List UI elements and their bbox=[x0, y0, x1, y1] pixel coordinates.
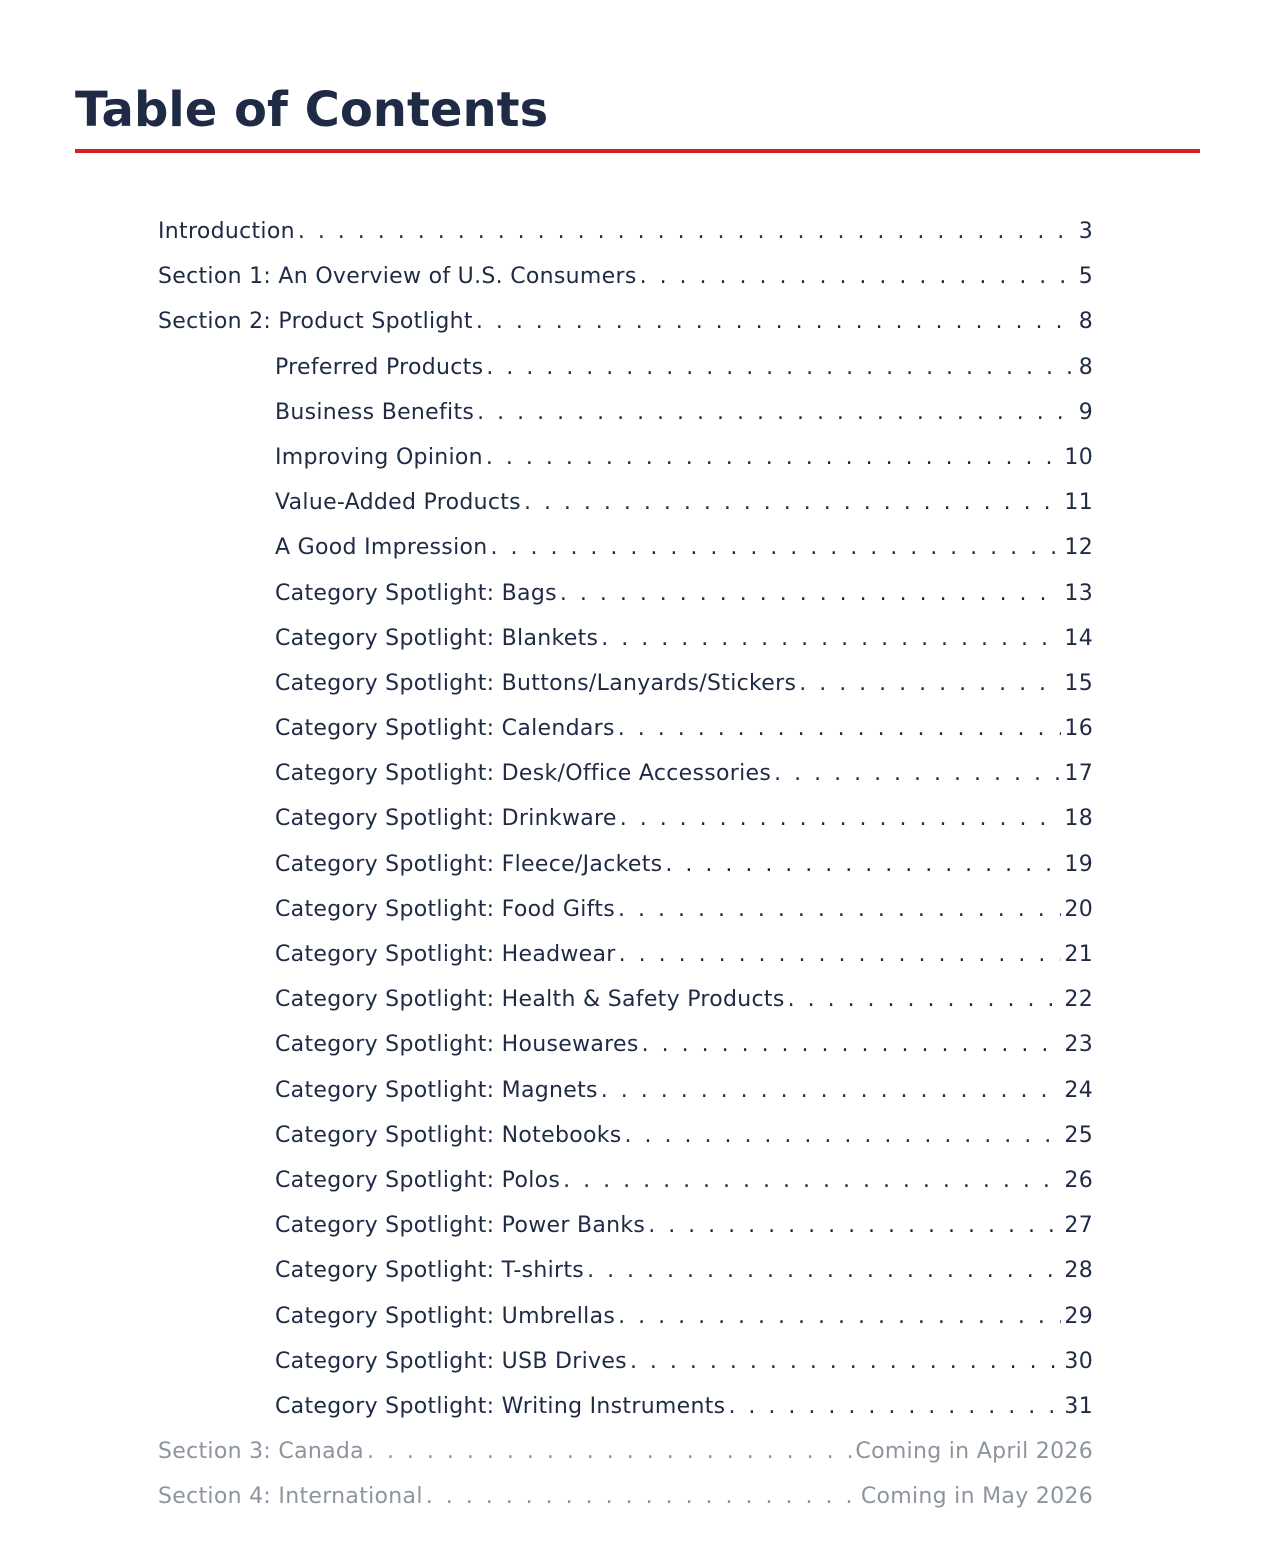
toc-page-number: 9 bbox=[1078, 399, 1093, 425]
dot-leader bbox=[491, 525, 1062, 570]
toc-entry-title: Category Spotlight: Writing Instruments bbox=[275, 1393, 726, 1419]
toc-entry-preferred-products[interactable] bbox=[0, 345, 1093, 390]
dot-leader bbox=[587, 1248, 1061, 1293]
dot-leader bbox=[298, 209, 1076, 254]
toc-page-number: 26 bbox=[1064, 1167, 1093, 1193]
dot-leader bbox=[665, 842, 1061, 887]
toc-page-number: 15 bbox=[1064, 670, 1093, 696]
toc-entry-title: A Good Impression bbox=[275, 535, 488, 561]
dot-leader bbox=[367, 1429, 852, 1474]
dot-leader bbox=[524, 480, 1061, 525]
toc-entry-drinkware[interactable] bbox=[0, 796, 1093, 841]
toc-entry-power-banks[interactable] bbox=[0, 1203, 1093, 1248]
toc-entry-title: Section 3: Canada bbox=[158, 1439, 364, 1465]
toc-page-number: 29 bbox=[1064, 1303, 1093, 1329]
toc-page-number: 18 bbox=[1064, 806, 1093, 832]
toc-page-number: 23 bbox=[1064, 1032, 1093, 1058]
dot-leader bbox=[774, 751, 1061, 796]
toc-page-number: 24 bbox=[1064, 1077, 1093, 1103]
toc-entry-title: Introduction bbox=[158, 219, 295, 244]
toc-entry-writing-instruments[interactable] bbox=[0, 1384, 1093, 1429]
toc-page-number: 8 bbox=[1078, 309, 1093, 335]
toc-coming-soon-note: Coming in April 2026 bbox=[855, 1439, 1093, 1465]
dot-leader bbox=[601, 1068, 1062, 1113]
toc-entry-polos[interactable] bbox=[0, 1158, 1093, 1203]
toc-entry-title: Category Spotlight: Umbrellas bbox=[275, 1303, 616, 1329]
toc-page-number: 14 bbox=[1064, 625, 1093, 651]
toc-page-number: 30 bbox=[1064, 1348, 1093, 1374]
toc-page-number: 27 bbox=[1064, 1213, 1093, 1239]
toc-page-number: 20 bbox=[1064, 896, 1093, 922]
toc-entry-title: Category Spotlight: Food Gifts bbox=[275, 896, 616, 922]
dot-leader bbox=[620, 796, 1062, 841]
toc-entry-title: Category Spotlight: Housewares bbox=[275, 1032, 639, 1058]
toc-entry-title: Category Spotlight: Blankets bbox=[275, 625, 599, 651]
dot-leader bbox=[788, 977, 1062, 1022]
dot-leader bbox=[625, 1113, 1062, 1158]
toc-entry-introduction[interactable] bbox=[0, 209, 1093, 254]
toc-entry-usb-drives[interactable] bbox=[0, 1339, 1093, 1384]
dot-leader bbox=[799, 661, 1061, 706]
toc-page-number: 25 bbox=[1064, 1122, 1093, 1148]
toc-entry-title: Category Spotlight: Power Banks bbox=[275, 1213, 646, 1239]
toc-entry-title: Category Spotlight: Magnets bbox=[275, 1077, 598, 1103]
toc-page-number: 22 bbox=[1064, 987, 1093, 1013]
toc-page-number: 11 bbox=[1064, 490, 1093, 516]
dot-leader bbox=[618, 887, 1061, 932]
toc-entry-notebooks[interactable] bbox=[0, 1113, 1093, 1158]
toc-entry-section-4 bbox=[0, 1474, 1093, 1519]
toc-entry-title: Category Spotlight: Buttons/Lanyards/Stickers bbox=[275, 670, 797, 696]
dot-leader bbox=[640, 254, 1076, 299]
toc-entry-a-good-impression[interactable] bbox=[0, 525, 1093, 570]
toc-entry-title: Category Spotlight: USB Drives bbox=[275, 1348, 627, 1374]
toc-entry-title: Category Spotlight: Drinkware bbox=[275, 806, 617, 832]
dot-leader bbox=[618, 706, 1062, 751]
dot-leader bbox=[560, 571, 1062, 616]
toc-entry-business-benefits[interactable] bbox=[0, 390, 1093, 435]
toc-page-number: 21 bbox=[1064, 942, 1093, 967]
toc-entry-title: Category Spotlight: Bags bbox=[275, 580, 557, 606]
dot-leader bbox=[563, 1158, 1061, 1203]
toc-entry-title: Category Spotlight: Desk/Office Accessories bbox=[275, 761, 772, 787]
toc-page-number: 16 bbox=[1064, 716, 1093, 742]
dot-leader bbox=[618, 1294, 1061, 1339]
toc-page-number: 12 bbox=[1064, 535, 1093, 561]
toc-entry-title: Category Spotlight: Calendars bbox=[275, 716, 615, 742]
toc-entry-bags[interactable] bbox=[0, 571, 1093, 616]
toc-page-number: 3 bbox=[1078, 219, 1093, 244]
toc-entry-desk-office-accessories[interactable] bbox=[0, 751, 1093, 796]
toc-entry-title: Preferred Products bbox=[275, 354, 484, 380]
toc-page-number: 13 bbox=[1064, 580, 1093, 606]
dot-leader bbox=[486, 435, 1061, 480]
toc-entry-title: Category Spotlight: Health & Safety Products bbox=[275, 987, 785, 1013]
toc-page-number: 17 bbox=[1064, 761, 1093, 787]
dot-leader bbox=[728, 1384, 1061, 1429]
toc-page-number: 31 bbox=[1064, 1393, 1093, 1419]
toc-entry-title: Improving Opinion bbox=[275, 444, 483, 470]
toc-page-number: 19 bbox=[1064, 851, 1093, 877]
toc-entry-value-added-products[interactable] bbox=[0, 480, 1093, 525]
toc-entry-food-gifts[interactable] bbox=[0, 887, 1093, 932]
toc-entry-title: Category Spotlight: Headwear bbox=[275, 942, 616, 967]
dot-leader bbox=[486, 345, 1075, 390]
toc-entry-section-3 bbox=[0, 1429, 1093, 1474]
toc-entry-title: Category Spotlight: Fleece/Jackets bbox=[275, 851, 663, 877]
toc-entry-section-2[interactable] bbox=[0, 299, 1093, 344]
toc-page-number: 5 bbox=[1078, 264, 1093, 290]
toc-coming-soon-note: Coming in May 2026 bbox=[860, 1484, 1093, 1510]
toc-entry-t-shirts[interactable] bbox=[0, 1248, 1093, 1293]
toc-entry-magnets[interactable] bbox=[0, 1068, 1093, 1113]
toc-entry-title: Section 2: Product Spotlight bbox=[158, 309, 473, 335]
toc-page-number: 10 bbox=[1064, 444, 1093, 470]
toc-entry-title: Section 1: An Overview of U.S. Consumers bbox=[158, 264, 637, 290]
toc-entry-title: Category Spotlight: T-shirts bbox=[275, 1258, 585, 1284]
toc-entry-title: Value-Added Products bbox=[275, 490, 521, 516]
toc-page-number: 8 bbox=[1078, 354, 1093, 380]
toc-entry-umbrellas[interactable] bbox=[0, 1294, 1093, 1339]
toc-entry-improving-opinion[interactable] bbox=[0, 435, 1093, 480]
dot-leader bbox=[619, 932, 1062, 977]
title-divider bbox=[75, 149, 1200, 153]
dot-leader bbox=[601, 616, 1061, 661]
dot-leader bbox=[476, 299, 1076, 344]
toc-entry-fleece-jackets[interactable] bbox=[0, 842, 1093, 887]
toc-entry-calendars[interactable] bbox=[0, 706, 1093, 751]
dot-leader bbox=[477, 390, 1076, 435]
toc-entry-title: Business Benefits bbox=[275, 399, 475, 425]
toc-entry-section-1[interactable] bbox=[0, 254, 1093, 299]
toc-entry-buttons-lanyards-stickers[interactable] bbox=[0, 661, 1093, 706]
dot-leader bbox=[648, 1203, 1061, 1248]
toc-entry-health-safety-products[interactable] bbox=[0, 977, 1093, 1022]
toc-entry-headwear[interactable] bbox=[0, 932, 1093, 977]
toc-entry-title: Category Spotlight: Polos bbox=[275, 1167, 561, 1193]
dot-leader bbox=[630, 1339, 1061, 1384]
toc-entry-title: Category Spotlight: Notebooks bbox=[275, 1122, 622, 1148]
page-title: Table of Contents bbox=[75, 82, 549, 138]
dot-leader bbox=[426, 1474, 858, 1519]
dot-leader bbox=[642, 1022, 1062, 1067]
toc-page-number: 28 bbox=[1064, 1258, 1093, 1284]
toc-entry-housewares[interactable] bbox=[0, 1022, 1093, 1067]
toc-list bbox=[0, 209, 1275, 1519]
toc-entry-title: Section 4: International bbox=[158, 1484, 423, 1510]
toc-entry-blankets[interactable] bbox=[0, 616, 1093, 661]
